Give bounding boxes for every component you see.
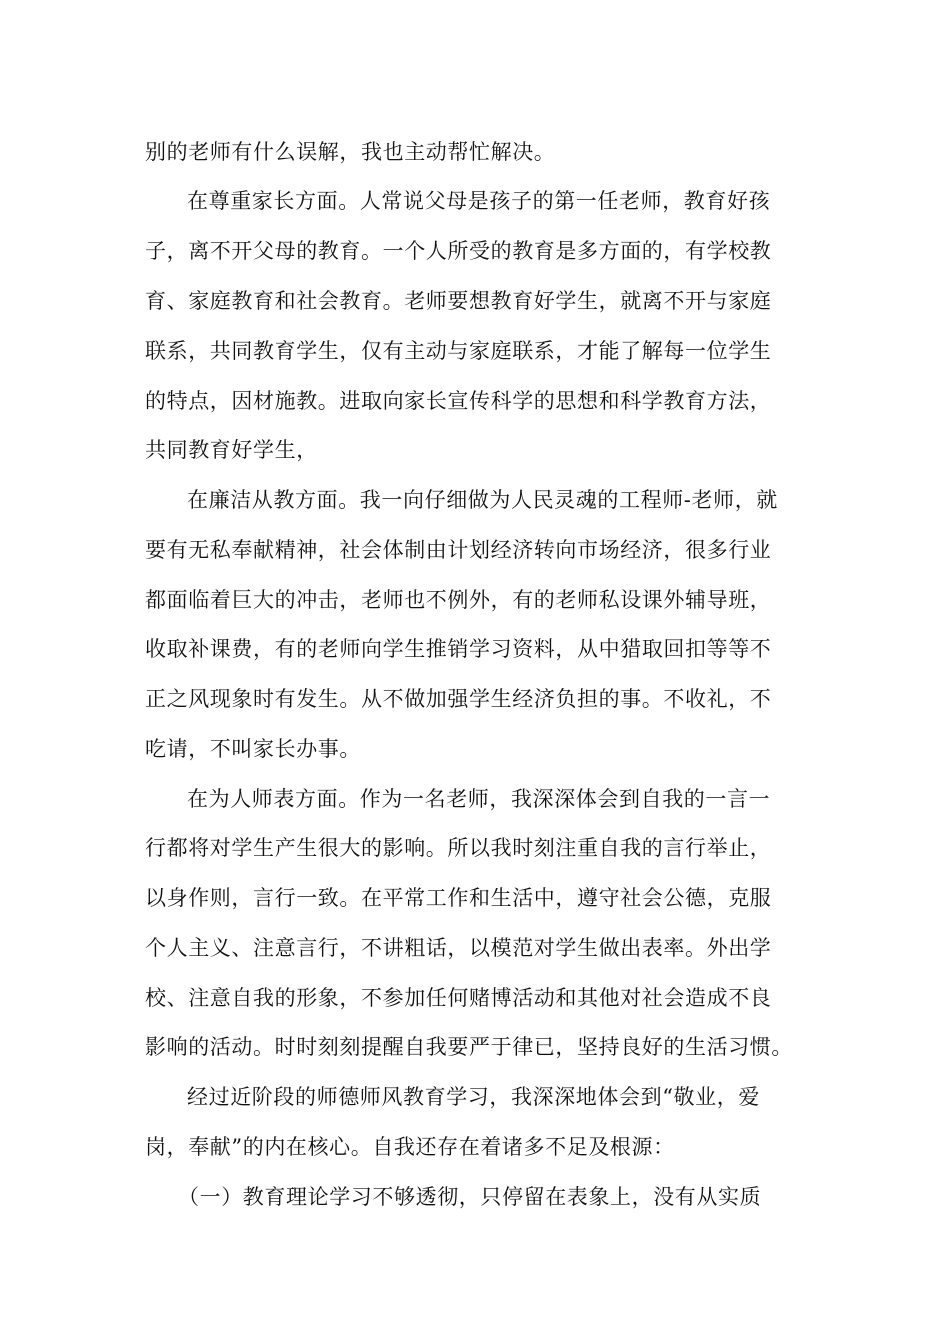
paragraph-start-line: 在为人师表方面。作为一名老师，我深深体会到自我的一言一	[187, 787, 771, 811]
text-line: 行都将对学生产生很大的影响。所以我时刻注重自我的言行举止，	[145, 836, 772, 860]
text-line: 以身作则，言行一致。在平常工作和生活中，遵守社会公德，克服	[145, 886, 772, 910]
text-line: 影响的活动。时时刻刻提醒自我要严于律已，坚持良好的生活习惯。	[145, 1035, 793, 1059]
text-line: 的特点，因材施教。进取向家长宣传科学的思想和科学教育方法，	[145, 389, 772, 413]
text-line: 个人主义、注意言行，不讲粗话，以模范对学生做出表率。外出学	[145, 936, 772, 960]
paragraph-start-line: 在廉洁从教方面。我一向仔细做为人民灵魂的工程师-老师，就	[187, 488, 778, 512]
paragraph-start-line: 在尊重家长方面。人常说父母是孩子的第一任老师，教育好孩	[187, 189, 771, 213]
text-line: 子，离不开父母的教育。一个人所受的教育是多方面的，有学校教	[145, 239, 772, 263]
text-line: 收取补课费，有的老师向学生推销学习资料，从中猎取回扣等等不	[145, 637, 772, 661]
text-line: 别的老师有什么误解，我也主动帮忙解决。	[145, 140, 556, 164]
paragraph-start-line: 经过近阶段的师德师风教育学习，我深深地体会到“敬业，爱	[187, 1085, 760, 1109]
text-line: 都面临着巨大的冲击，老师也不例外，有的老师私设课外辅导班，	[145, 588, 772, 612]
text-line: 共同教育好学生，	[145, 438, 318, 462]
text-line: 岗，奉献”的内在核心。自我还存在着诸多不足及根源：	[145, 1135, 675, 1159]
text-line: 正之风现象时有发生。从不做加强学生经济负担的事。不收礼，不	[145, 687, 772, 711]
list-item-line: （一）教育理论学习不够透彻，只停留在表象上，没有从实质	[178, 1185, 762, 1209]
text-line: 校、注意自我的形象，不参加任何赌博活动和其他对社会造成不良	[145, 986, 772, 1010]
text-line: 育、家庭教育和社会教育。老师要想教育好学生，就离不开与家庭	[145, 289, 772, 313]
text-line: 联系，共同教育学生，仅有主动与家庭联系，才能了解每一位学生	[145, 339, 772, 363]
text-line: 要有无私奉献精神，社会体制由计划经济转向市场经济，很多行业	[145, 538, 772, 562]
text-line: 吃请，不叫家长办事。	[145, 737, 361, 761]
